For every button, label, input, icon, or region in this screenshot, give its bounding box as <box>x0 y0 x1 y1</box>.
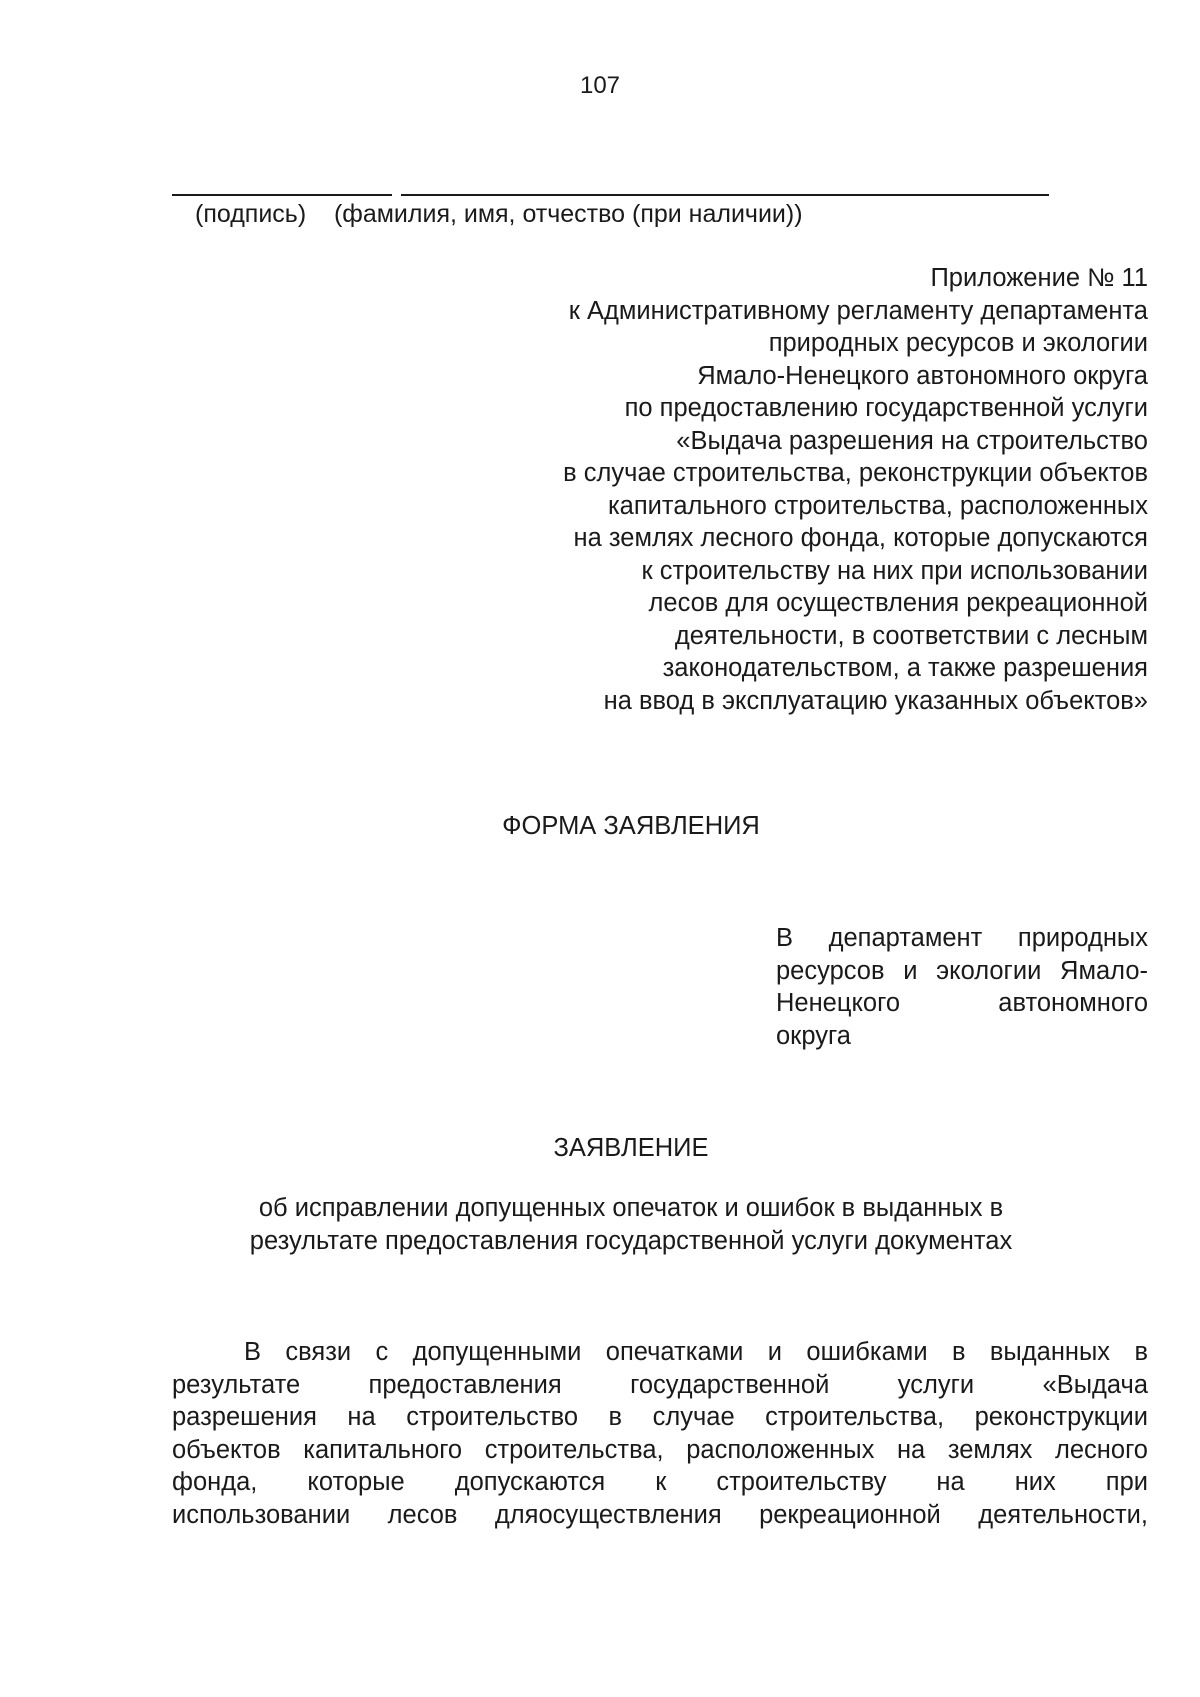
statement-body <box>172 1336 1148 1531</box>
page-number: 107 <box>579 72 621 99</box>
appendix-line: лесов для осуществления рекреационной <box>648 589 1148 617</box>
appendix-line: законодательством, а также разрешения <box>662 654 1148 682</box>
addressee-line: ресурсов и экологии Ямало- <box>776 956 1148 985</box>
addressee-line: В департамент природных <box>776 924 1148 952</box>
appendix-line: капитального строительства, расположенных <box>607 491 1148 520</box>
full-name-line <box>401 194 1049 196</box>
appendix-line: Приложение № 11 <box>930 264 1148 292</box>
appendix-line: «Выдача разрешения на строительство <box>676 426 1148 455</box>
appendix-line: в случае строительства, реконструкции объектов <box>563 459 1148 487</box>
appendix-line: на ввод в эксплуатацию указанных объектов» <box>603 686 1148 715</box>
appendix-line: к Административному регламенту департамента <box>568 296 1148 325</box>
body-line: разрешения на строительство в случае строительства, реконструкции <box>172 1403 1148 1431</box>
appendix-header <box>428 262 1148 717</box>
appendix-line: к строительству на них при использовании <box>641 556 1148 585</box>
addressee-line: Ненецкого автономного <box>776 989 1148 1017</box>
body-line: использовании лесов дляосуществления рекреационной деятельности, <box>172 1500 1148 1529</box>
body-line: фонда, которые допускаются к строительству на них при <box>172 1468 1148 1496</box>
body-line: объектов капитального строительства, расположенных на землях лесного <box>172 1435 1148 1464</box>
statement-title: ЗАЯВЛЕНИЕ <box>553 1134 709 1162</box>
statement-subtitle <box>0 1192 1200 1258</box>
signature-line <box>172 194 392 196</box>
body-line: результате предоставления государственной услуги «Выдача <box>172 1370 1148 1399</box>
body-line: В связи с допущенными опечатками и ошибками в выданных в <box>244 1338 1148 1366</box>
appendix-line: Ямало-Ненецкого автономного округа <box>697 361 1148 390</box>
subtitle-line: об исправлении допущенных опечаток и ошибок в выданных в <box>258 1194 1004 1222</box>
signature-caption: (подпись) (фамилия, имя, отчество (при наличии)) <box>195 200 803 228</box>
subtitle-line: результате предоставления государственной услуги документах <box>249 1227 1013 1255</box>
addressee-block <box>776 922 1148 1052</box>
appendix-line: деятельности, в соответствии с лесным <box>674 621 1148 650</box>
appendix-line: на землях лесного фонда, которые допускаются <box>573 524 1148 552</box>
appendix-line: по предоставлению государственной услуги <box>624 394 1148 422</box>
appendix-line: природных ресурсов и экологии <box>768 329 1148 357</box>
addressee-line: округа <box>776 1021 851 1050</box>
form-heading: ФОРМА ЗАЯВЛЕНИЯ <box>502 812 760 840</box>
